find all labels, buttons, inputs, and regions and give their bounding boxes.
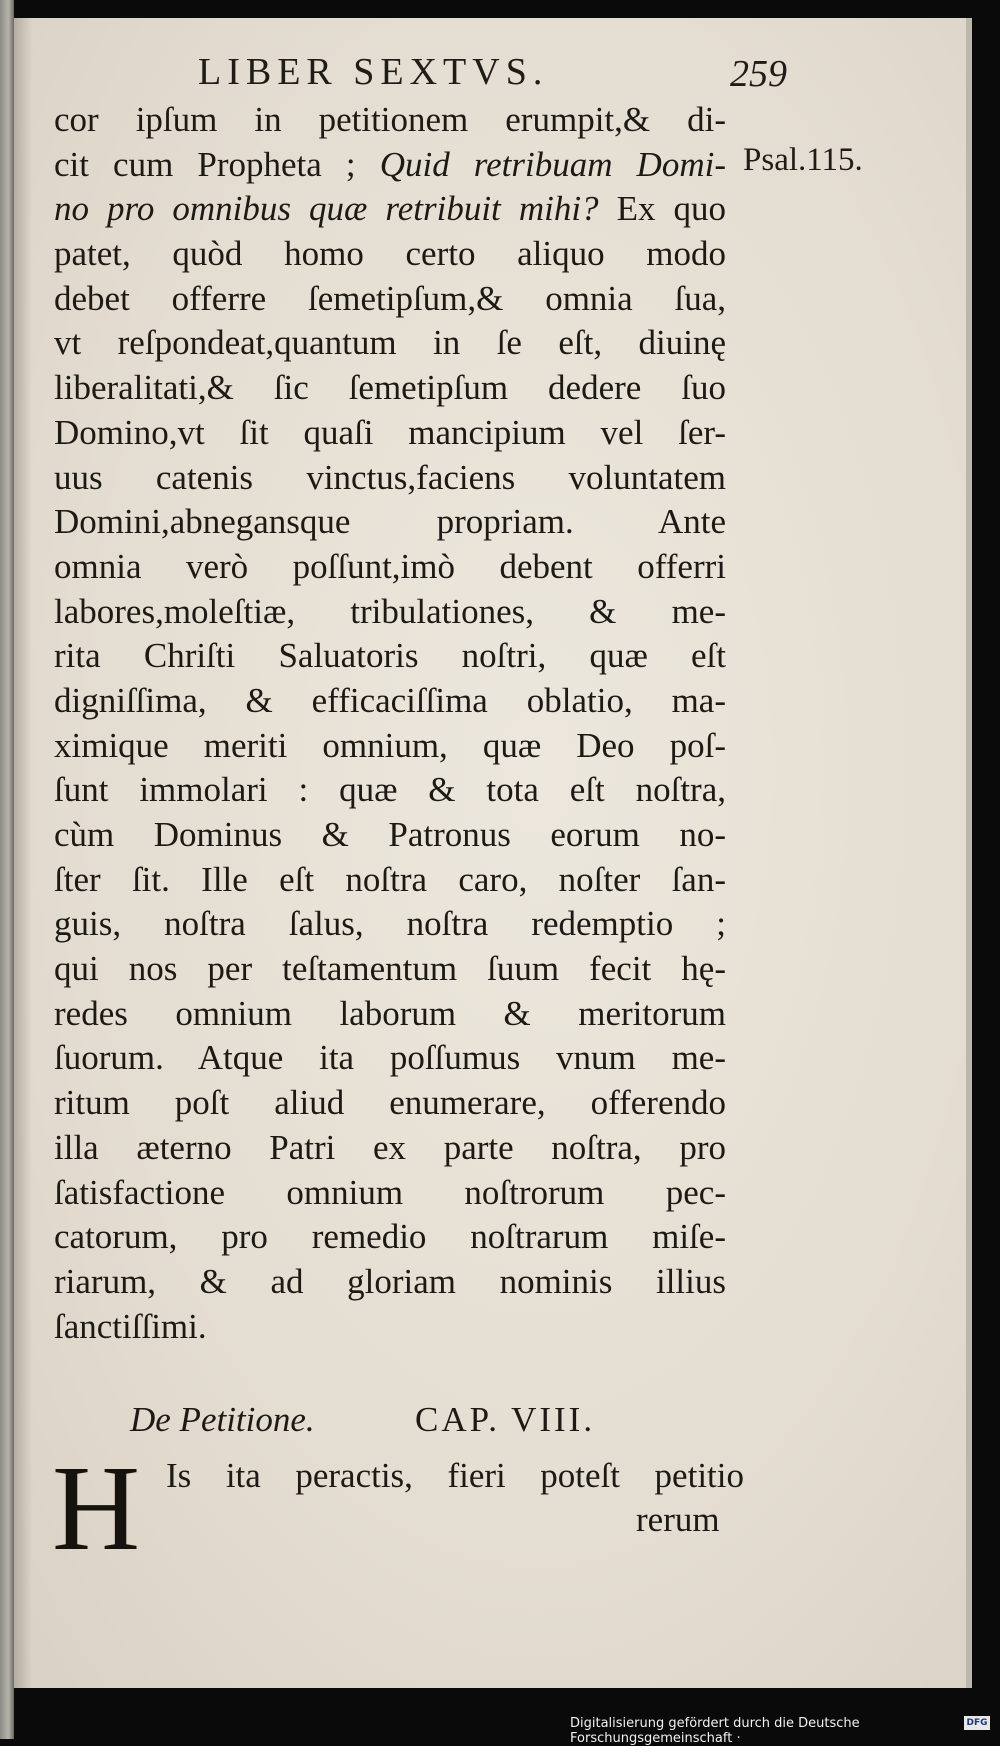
text-line xyxy=(54,411,726,456)
text-segment: guis, noſtra ſalus, noſtra redemptio ; xyxy=(54,904,726,944)
text-segment: ſuorum. Atque ita poſſumus vnum me- xyxy=(54,1038,726,1078)
text-line xyxy=(54,590,726,635)
text-line xyxy=(54,1171,726,1216)
chapter-number: CAP. VIII. xyxy=(415,1400,596,1439)
text-line xyxy=(54,1305,726,1350)
text-segment: ſter ſit. Ille eſt noſtra caro, noſter ſan- xyxy=(54,859,726,899)
text-segment: vt reſpondeat,quantum in ſe eſt, diuinę xyxy=(54,323,726,363)
text-line xyxy=(54,187,726,232)
text-segment: rita Chriſti Saluatoris noſtri, quæ eſt xyxy=(54,636,726,676)
text-line xyxy=(54,947,726,992)
text-line xyxy=(54,143,726,188)
digitization-credit: Digitalisierung gefördert durch die Deutsche Forschungsgemeinschaft · xyxy=(570,1716,860,1746)
text-segment: riarum, & ad gloriam nominis illius xyxy=(54,1261,726,1301)
text-segment: qui nos per teſtamentum ſuum fecit hę- xyxy=(54,949,726,989)
body-text xyxy=(54,98,726,1349)
text-line xyxy=(54,232,726,277)
text-line xyxy=(54,1081,726,1126)
text-segment: digniſſima, & efficaciſſima oblatio, ma- xyxy=(54,680,726,720)
text-line xyxy=(54,768,726,813)
text-segment: labores,moleſtiæ, tribulationes, & me- xyxy=(54,591,726,631)
book-spine xyxy=(0,0,14,1739)
text-line xyxy=(54,1036,726,1081)
text-line xyxy=(54,992,726,1037)
text-segment: Domino,vt ſit quaſi mancipium vel ſer- xyxy=(54,412,726,452)
marginal-note: Psal.115. xyxy=(743,142,863,178)
text-segment: cit cum Propheta ; xyxy=(54,144,380,184)
text-line xyxy=(54,366,726,411)
dfg-logo-icon: DFG xyxy=(964,1716,990,1730)
text-line xyxy=(54,1126,726,1171)
text-line xyxy=(54,858,726,903)
text-line xyxy=(54,277,726,322)
italic-text: Quid retribuam Domi- xyxy=(379,144,726,184)
catchword: rerum xyxy=(636,1500,720,1539)
text-line xyxy=(54,679,726,724)
text-segment: liberalitati,& ſic ſemetipſum dedere ſuo xyxy=(54,368,726,408)
text-segment: ximique meriti omnium, quæ Deo poſ- xyxy=(54,725,726,765)
page-gutter-shadow xyxy=(14,18,32,1688)
chapter-heading xyxy=(130,1400,670,1440)
text-line xyxy=(54,456,726,501)
chapter-opening-line: Is ita peractis, fieri poteſt petitio xyxy=(166,1456,744,1495)
text-segment: ſatisfactione omnium noſtrorum pec- xyxy=(54,1172,726,1212)
text-line xyxy=(54,1215,726,1260)
text-line xyxy=(54,634,726,679)
text-segment: illa æterno Patri ex parte noſtra, pro xyxy=(54,1127,726,1167)
text-segment: catorum, pro remedio noſtrarum miſe- xyxy=(54,1217,726,1257)
page-number: 259 xyxy=(730,53,787,95)
text-line xyxy=(54,321,726,366)
text-line xyxy=(54,724,726,769)
text-line xyxy=(54,98,726,143)
text-line xyxy=(54,545,726,590)
text-segment: debet offerre ſemetipſum,& omnia ſua, xyxy=(54,278,726,318)
text-segment: Ex quo xyxy=(598,189,726,229)
text-line xyxy=(54,813,726,858)
text-line xyxy=(54,500,726,545)
text-segment: patet, quòd homo certo aliquo modo xyxy=(54,234,726,274)
text-segment: ritum poſt aliud enumerare, offerendo xyxy=(54,1083,726,1123)
text-segment: ſanctiſſimi. xyxy=(54,1306,207,1346)
text-segment: cor ipſum in petitionem erumpit,& di- xyxy=(54,100,726,139)
text-segment: Domini,abnegansque propriam. Ante xyxy=(54,502,726,542)
text-segment: redes omnium laborum & meritorum xyxy=(54,993,726,1033)
text-segment: uus catenis vinctus,faciens voluntatem xyxy=(54,457,726,497)
drop-capital: H xyxy=(52,1441,141,1576)
text-line xyxy=(54,902,726,947)
italic-text: no pro omnibus quæ retribuit mihi? xyxy=(54,189,599,229)
text-line xyxy=(54,1260,726,1305)
text-segment: omnia verò poſſunt,imò debent offerri xyxy=(54,546,726,586)
running-head: LIBER SEXTVS. xyxy=(198,51,549,93)
text-segment: cùm Dominus & Patronus eorum no- xyxy=(54,815,726,854)
chapter-subject: De Petitione. xyxy=(130,1400,315,1439)
text-segment: ſunt immolari : quæ & tota eſt noſtra, xyxy=(54,770,726,810)
